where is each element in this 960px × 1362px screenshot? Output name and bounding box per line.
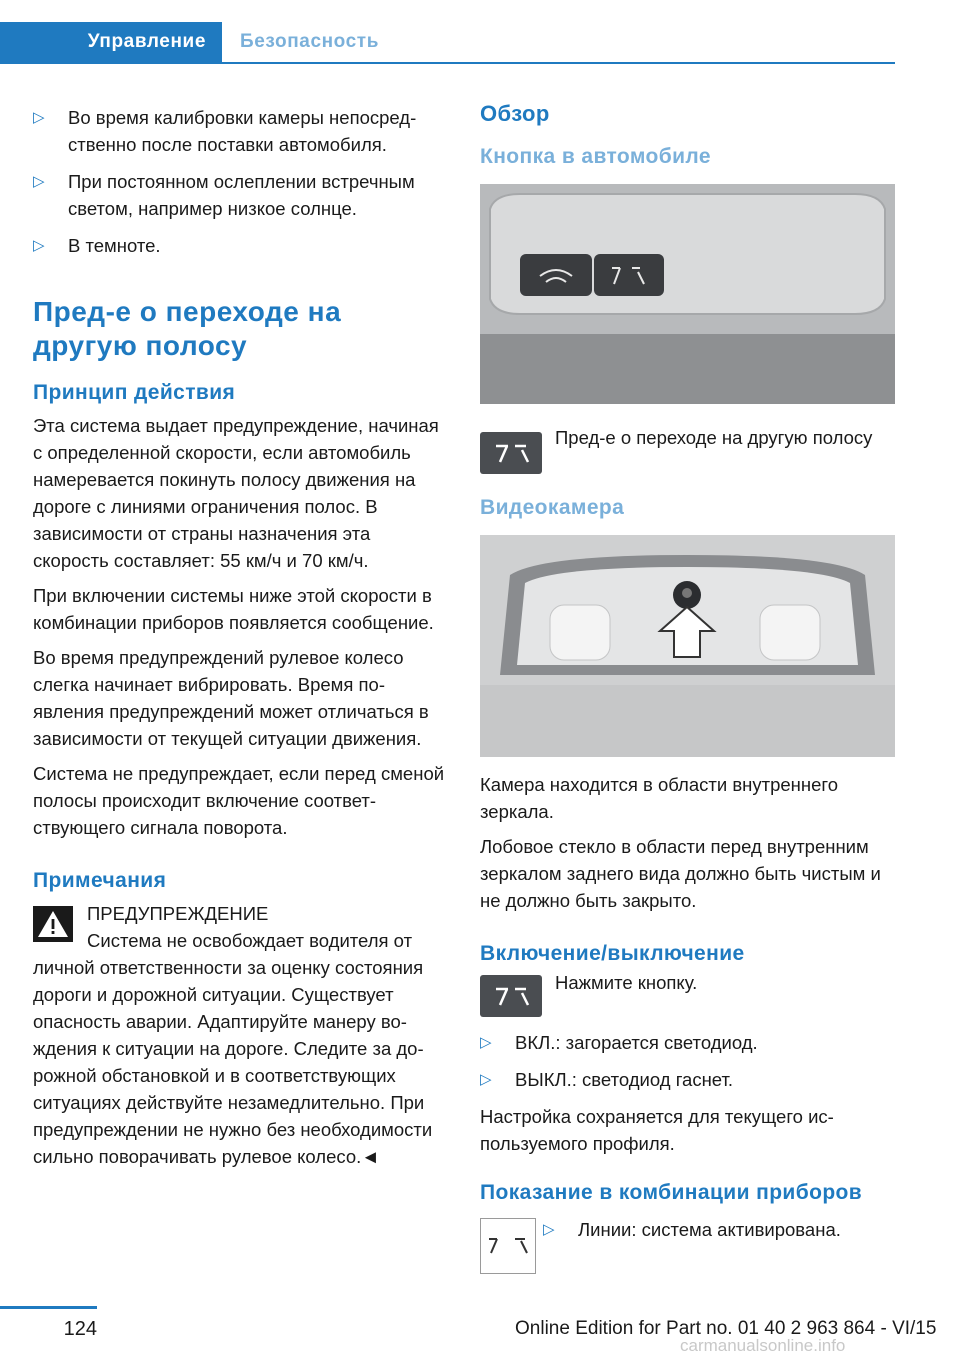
paragraph: Во время предупреждений рулевое колесо слегка начинает вибрировать. Время появления предупреждений может отличаться в зависимости от текущей ситуации движения. [33,647,429,749]
warning-title: ПРЕДУПРЕЖДЕНИЕ [87,903,269,924]
warning-icon [33,906,73,942]
lane-departure-button-icon [480,432,542,474]
camera-heading: Видеокамера [480,496,625,519]
principle-heading: Принцип действия [33,381,236,404]
button-caption-row [480,424,898,472]
onoff-heading: Включение/выключение [480,942,745,965]
list-item: ▷ Линии: система активирована. [543,1216,841,1243]
button-heading: Кнопка в автомобиле [480,145,711,168]
paragraph: Камера находится в области внутреннего зеркала. [480,774,839,822]
paragraph: При включении системы ниже этой скорости в комбинации приборов появляется сообщение. [33,585,434,633]
button-caption: Пред-е о переходе на другую полосу [555,427,873,448]
triangle-bullet-icon: ▷ [33,173,45,190]
triangle-bullet-icon: ▷ [33,237,45,254]
header-bar [0,22,895,64]
list-item: ▷ ВКЛ.: загорается светодиод. [480,1029,898,1056]
edition-text: Online Edition for Part no. 01 40 2 963 864 - VI/15 [515,1318,937,1339]
list-item: ▷ Во время калибровки камеры непосредственно после поставки автомобиля. [33,104,445,158]
windshield-camera-image [480,535,895,757]
notes-heading: Примечания [33,869,167,892]
onoff-row [480,969,898,1021]
camera-photo [480,535,895,757]
display-heading: Показание в комбинации приборов [480,1181,863,1204]
page-number: 124 [63,1318,97,1340]
section-title: Пред-е о переходе на другую полосу [33,296,342,361]
triangle-bullet-icon: ▷ [543,1221,555,1238]
lane-departure-button-icon [480,975,542,1017]
triangle-bullet-icon: ▷ [33,109,45,126]
warning-block [33,900,445,927]
tab-control[interactable]: Управление [0,22,222,62]
paragraph: Лобовое стекло в области перед внутренним зеркалом заднего вида должно быть чистым и не должно быть закрыто. [480,836,881,911]
button-panel-image [480,184,895,404]
watermark: carmanualsonline.info [680,1336,846,1355]
list-item: ▷ В темноте. [33,232,445,259]
display-row [480,1216,898,1276]
button-photo [480,184,895,404]
paragraph: Система не предупреждает, если перед сменой полосы происходит включение соответствующего сигнала поворота. [33,763,445,838]
tab-safety[interactable]: Безопасность [240,31,379,52]
right-column [480,100,898,1276]
list-item: ▷ При постоянном ослеплении встречным светом, например низкое солнце. [33,168,445,222]
left-column [33,104,445,1170]
triangle-bullet-icon: ▷ [480,1034,492,1051]
paragraph: Эта система выдает предупреждение, начиная с определенной скорости, если автомобиль намеревается покинуть полосу движения на дороге с линиями ограничения полос. В зависимости от страны назначения эта скорость составляет: 55 км/ч и 70 км/ч. [33,415,439,571]
list-item: ▷ ВЫКЛ.: светодиод гаснет. [480,1066,898,1093]
overview-heading: Обзор [480,101,550,126]
triangle-bullet-icon: ▷ [480,1071,492,1088]
paragraph: Настройка сохраняется для текущего используемого профиля. [480,1106,834,1154]
footer-rule [0,1306,97,1309]
warning-text: Система не освобождает водителя от личной ответственности за оценку состояния дороги и дорожной ситуации. Существует опасность аварии. Адаптируйте манеру вождения к ситуации на дороге. Следите за дорожной обстановкой и в соответствующих ситуациях действуйте незамедлительно. При предупреждении не нужно без необходимости сильно поворачивать рулевое колесо.◄ [33,930,433,1167]
onoff-text: Нажмите кнопку. [555,972,698,993]
lane-lines-display-icon [480,1218,536,1274]
